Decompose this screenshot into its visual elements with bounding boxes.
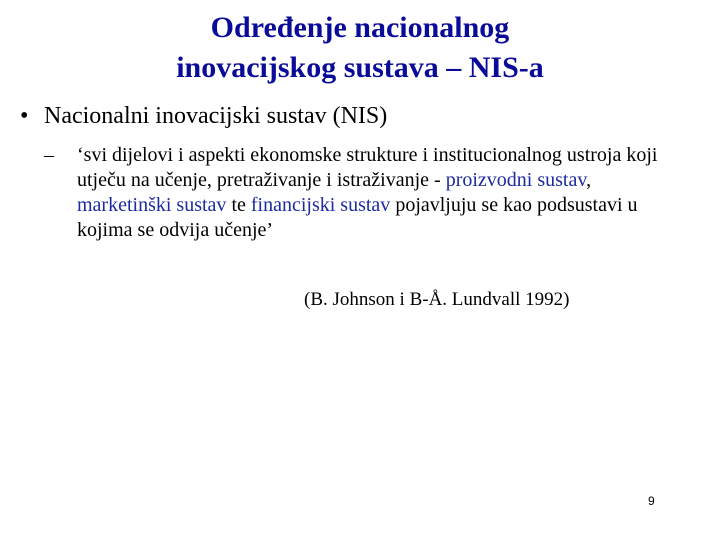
citation: (B. Johnson i B-Å. Lundvall 1992)	[304, 289, 570, 310]
bullet-text: Nacionalni inovacijski sustav (NIS)	[44, 103, 388, 129]
page-number: 9	[648, 494, 655, 508]
sub-bullet-item	[44, 143, 674, 243]
quote-separator-2: te	[226, 194, 251, 216]
quote-separator-1: ,	[586, 169, 592, 191]
highlight-marketinski: marketinški sustav	[77, 194, 227, 216]
quote-part-1: ‘svi dijelovi i aspekti ekonomske strukture i institucionalnog ustroja koji utječu na učenje, pretraživanje i istraživanje -	[77, 144, 658, 191]
slide-title-line-2: inovacijskog sustava – NIS-a	[176, 51, 544, 84]
quote-part-2: pojavljuju se kao podsustavi u kojima se odvija učenje’	[77, 194, 638, 241]
quote-text	[77, 143, 674, 243]
sub-bullet-marker: –	[44, 144, 54, 166]
bullet-item	[20, 100, 700, 132]
highlight-proizvodni: proizvodni sustav	[445, 169, 587, 191]
highlight-financijski: financijski sustav	[250, 194, 391, 216]
slide-title-line-1: Određenje nacionalnog	[210, 11, 510, 44]
slide-title	[40, 8, 680, 88]
bullet-marker: •	[20, 103, 29, 129]
